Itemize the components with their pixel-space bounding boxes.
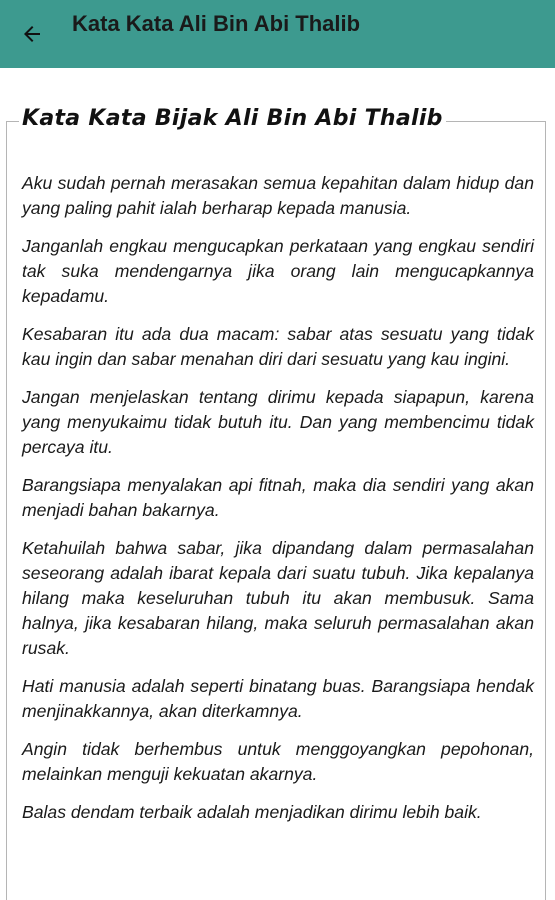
section-title: Kata Kata Bijak Ali Bin Abi Thalib	[19, 106, 446, 131]
quote-item: Jangan menjelaskan tentang dirimu kepada siapapun, karena yang menyukaimu tidak butuh itu. Dan yang membencimu tidak percaya itu.	[22, 387, 534, 457]
quote-item: Balas dendam terbaik adalah menjadikan dirimu lebih baik.	[22, 802, 482, 822]
quote-item: Kesabaran itu ada dua macam: sabar atas sesuatu yang tidak kau ingin dan sabar menahan diri dari sesuatu yang kau ingini.	[22, 324, 534, 369]
quote-item: Hati manusia adalah seperti binatang buas. Barangsiapa hendak menjinakkannya, akan diterkamnya.	[22, 676, 534, 721]
quote-item: Ketahuilah bahwa sabar, jika dipandang dalam permasalahan seseorang adalah ibarat kepala dari suatu tubuh. Jika kepalanya hilang maka keseluruhan tubuh itu akan membusuk. Sama halnya, jika kesabaran hilang, maka seluruh permasalahan akan rusak.	[22, 538, 534, 658]
app-title: Kata Kata Ali Bin Abi Thalib	[72, 11, 361, 36]
quote-item: Janganlah engkau mengucapkan perkataan yang engkau sendiri tak suka mendengarnya jika orang lain mengucapkannya kepadamu.	[22, 236, 534, 306]
quote-item: Angin tidak berhembus untuk menggoyangkan pepohonan, melainkan menguji kekuatan akarnya.	[22, 739, 534, 784]
app-bar	[0, 0, 555, 68]
back-button[interactable]	[12, 14, 52, 54]
quote-item: Aku sudah pernah merasakan semua kepahitan dalam hidup dan yang paling pahit ialah berharap kepada manusia.	[22, 173, 534, 218]
quote-item: Barangsiapa menyalakan api fitnah, maka dia sendiri yang akan menjadi bahan bakarnya.	[22, 475, 534, 520]
arrow-left-icon	[20, 22, 44, 46]
quote-list[interactable]	[22, 171, 534, 838]
